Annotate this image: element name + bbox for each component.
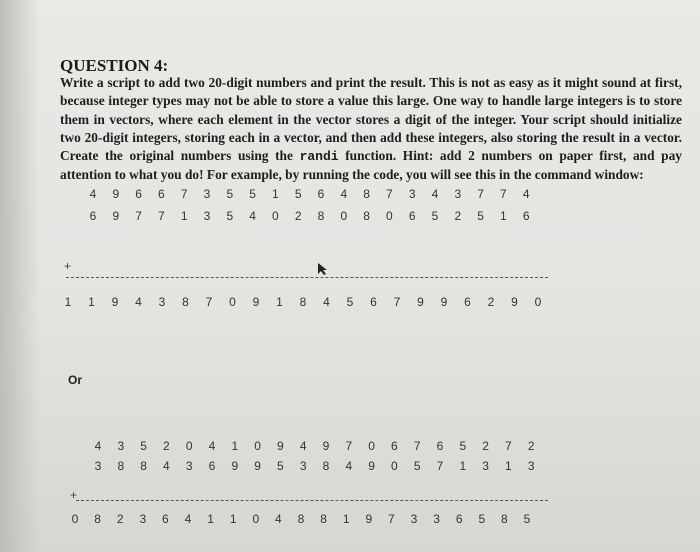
digit: 0 [368,439,375,453]
digit: 5 [478,512,486,526]
digit: 4 [94,439,102,453]
digit: 9 [277,439,284,453]
digit: 2 [482,439,489,453]
digit: 7 [205,295,213,309]
digit: 4 [208,439,216,453]
digit: 4 [345,459,353,473]
digit: 6 [408,209,416,223]
digit: 0 [391,459,398,473]
digit: 4 [299,439,307,453]
digit: 5 [523,512,531,526]
example2-sum-line [76,500,548,501]
digit: 1 [231,439,239,453]
digit: 7 [158,209,165,223]
digit: 7 [477,187,484,201]
digit: 1 [272,187,279,201]
digit: 5 [226,187,234,201]
digit: 3 [527,459,535,473]
digit: 7 [135,209,142,223]
digit: 3 [433,512,440,526]
digit: 8 [322,459,330,473]
digit: 5 [413,459,421,473]
digit: 3 [299,459,307,473]
digit: 8 [140,459,147,473]
example1-plus-sign: + [64,259,72,273]
digit: 8 [299,295,307,309]
digit: 2 [163,439,170,453]
digit: 8 [320,512,327,526]
digit: 0 [272,209,279,223]
digit: 4 [275,512,282,526]
digit: 8 [317,209,325,223]
digit: 7 [436,459,444,473]
digit: 1 [505,459,512,473]
digit: 1 [229,512,237,526]
digit: 0 [340,209,348,223]
digit: 5 [459,439,467,453]
digit: 5 [431,209,439,223]
digit: 2 [487,295,495,309]
digit: 6 [370,295,377,309]
digit: 3 [94,459,102,473]
digit: 1 [459,459,467,473]
digit: 2 [527,439,535,453]
digit: 0 [386,209,393,223]
digit: 0 [252,512,260,526]
question-text-part2: function. Hint: add 2 numbers on paper first, and pay attention to what you do! For example, by running the code, you will see this in the command window: [60,148,682,183]
digit: 6 [391,439,398,453]
digit: 6 [464,295,471,309]
digit: 0 [254,439,261,453]
digit: 4 [163,459,170,473]
question-text [60,74,682,185]
digit: 0 [534,295,542,309]
digit: 5 [249,187,256,201]
example2-plus-sign: + [70,488,78,502]
digit: 3 [482,459,489,473]
digit: 3 [203,209,211,223]
digit: 6 [208,459,216,473]
digit: 5 [294,187,302,201]
mouse-cursor-icon [317,262,329,276]
digit: 7 [393,295,401,309]
digit: 4 [89,187,97,201]
digit: 3 [185,459,193,473]
digit: 5 [346,295,354,309]
digit: 8 [297,512,305,526]
digit: 8 [117,459,125,473]
question-title: QUESTION 4: [60,56,169,75]
digit: 4 [340,187,348,201]
digit: 1 [276,295,283,309]
digit: 4 [323,295,330,309]
or-label: Or [68,373,83,387]
digit: 2 [116,512,124,526]
digit: 4 [431,187,439,201]
digit: 8 [501,512,508,526]
digit: 5 [140,439,147,453]
digit: 1 [207,512,214,526]
digit: 5 [277,459,284,473]
digit: 3 [139,512,147,526]
digit: 9 [417,295,424,309]
digit: 3 [454,187,462,201]
digit: 1 [180,209,188,223]
digit: 7 [345,439,353,453]
digit: 7 [388,512,395,526]
digit: 6 [135,187,142,201]
digit: 6 [522,209,530,223]
digit: 3 [203,187,211,201]
digit: 6 [436,439,444,453]
digit: 9 [252,295,260,309]
digit: 9 [322,439,330,453]
code-word: randi [299,149,339,165]
digit: 9 [111,295,119,309]
digit: 6 [158,187,165,201]
digit: 1 [500,209,507,223]
digit: 3 [117,439,125,453]
digit: 9 [231,459,239,473]
digit: 9 [511,295,518,309]
digit: 7 [505,439,512,453]
digit: 6 [455,512,463,526]
digit: 1 [64,295,72,309]
digit: 8 [94,512,101,526]
digit: 2 [454,209,462,223]
digit: 5 [226,209,234,223]
digit: 9 [254,459,261,473]
digit: 4 [135,295,142,309]
digit: 7 [180,187,188,201]
digit: 7 [386,187,393,201]
digit: 0 [185,439,193,453]
digit: 6 [162,512,169,526]
digit: 7 [413,439,421,453]
digit: 1 [88,295,95,309]
digit: 3 [410,512,418,526]
digit: 5 [477,209,484,223]
digit: 6 [89,209,97,223]
digit: 9 [112,209,120,223]
digit: 9 [440,295,448,309]
example1-sum-line [66,277,548,278]
digit: 3 [158,295,166,309]
digit: 9 [368,459,375,473]
digit: 1 [342,512,350,526]
digit: 8 [182,295,189,309]
digit: 4 [249,209,256,223]
digit: 0 [229,295,236,309]
question-text-part1: Write a script to add two 20-digit numbers and print the result. This is not as easy as it might sound at first, because integer types may not be able to store a value this large. One way to handle large integers is to store them in vectors, where each element in the vector stores a digit of the integer. Your script should initialize two 20-digit integers, storing each in a vector, and then add these integers, also storing the result in a vector. Create the original numbers using the [60,75,682,164]
digit: 6 [317,187,325,201]
digit: 9 [112,187,120,201]
digit: 4 [184,512,192,526]
digit: 9 [365,512,373,526]
digit: 3 [408,187,416,201]
digit: 8 [363,187,370,201]
digit: 0 [71,512,79,526]
digit: 2 [294,209,302,223]
digit: 4 [522,187,530,201]
digit: 8 [363,209,370,223]
digit: 7 [500,187,507,201]
